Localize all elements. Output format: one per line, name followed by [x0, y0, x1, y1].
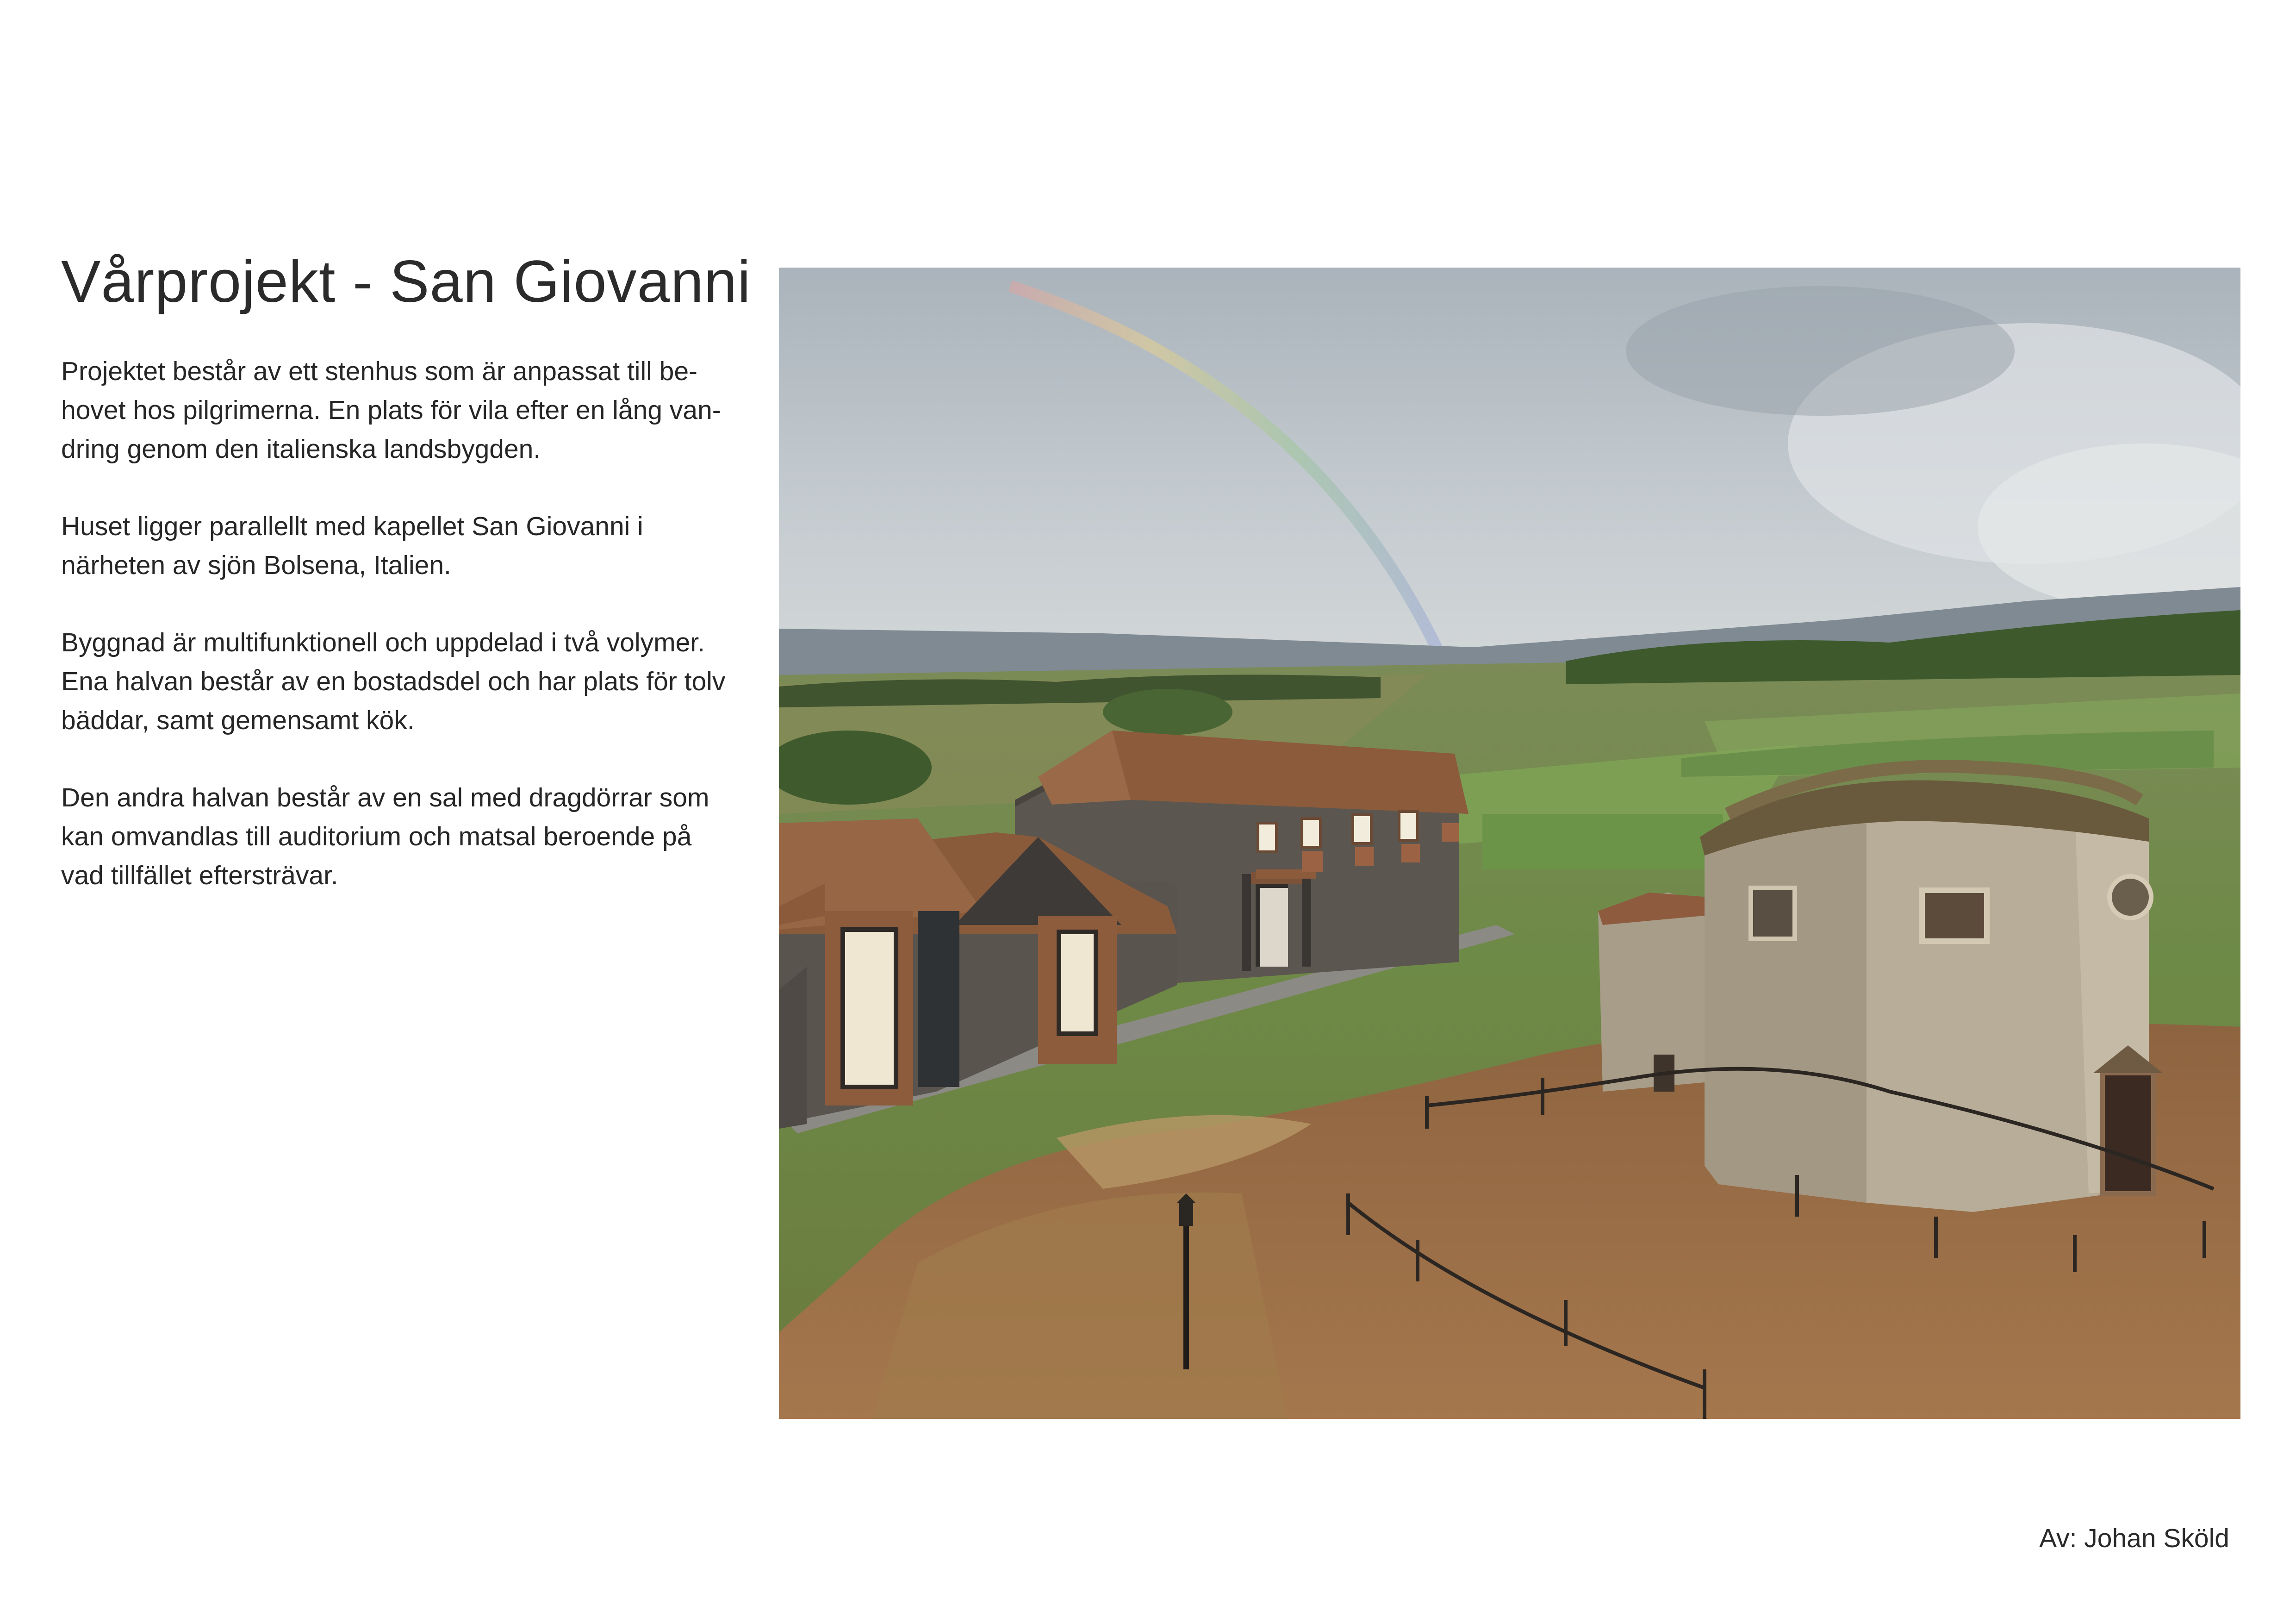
page-title: Vårprojekt - San Giovanni	[61, 249, 751, 315]
text-line: vad tillfället eftersträvar.	[61, 861, 338, 890]
author-credit: Av: Johan Sköld	[2039, 1524, 2229, 1553]
project-description	[61, 352, 751, 933]
paragraph-intro	[61, 352, 751, 468]
text-line: närheten av sjön Bolsena, Italien.	[61, 550, 451, 580]
project-rendering-image	[779, 268, 2240, 1419]
text-line: Huset ligger parallellt med kapellet San Giovanni i	[61, 512, 643, 541]
text-line: dring genom den italienska landsbygden.	[61, 434, 541, 464]
paragraph-hall	[61, 778, 751, 895]
text-line: Den andra halvan består av en sal med dragdörrar som	[61, 783, 709, 812]
text-line: hovet hos pilgrimerna. En plats för vila efter en lång van-	[61, 395, 721, 425]
text-line: Ena halvan består av en bostadsdel och har plats för tolv	[61, 667, 726, 696]
text-line: Projektet består av ett stenhus som är anpassat till be-	[61, 356, 698, 386]
paragraph-location	[61, 507, 751, 585]
text-line: bäddar, samt gemensamt kök.	[61, 706, 415, 735]
text-line: Byggnad är multifunktionell och uppdelad i två volymer.	[61, 628, 705, 657]
text-line: kan omvandlas till auditorium och matsal beroende på	[61, 822, 692, 851]
paragraph-function	[61, 623, 751, 740]
